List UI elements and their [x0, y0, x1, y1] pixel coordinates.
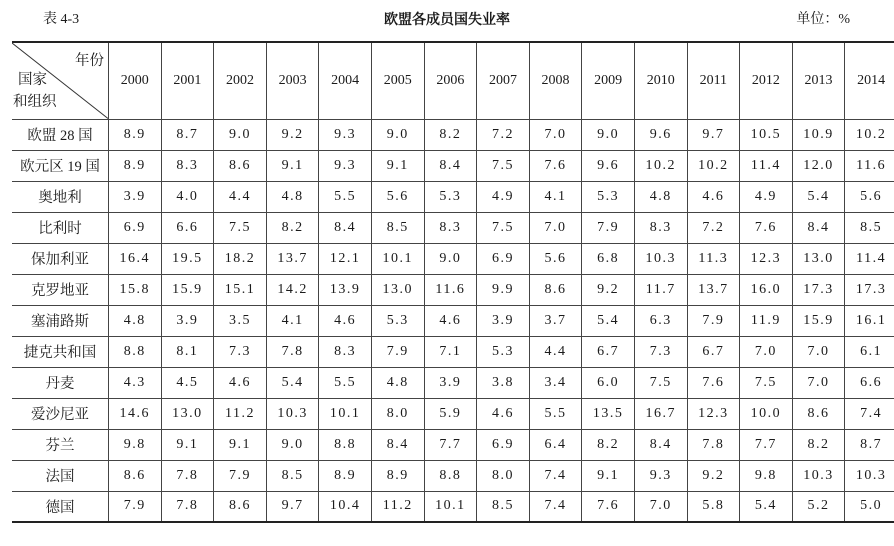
rate-cell: 4.8: [634, 181, 687, 212]
table-row: [12, 305, 894, 336]
rate-cell: 4.5: [161, 367, 214, 398]
rate-cell: 10.4: [319, 491, 372, 522]
table-row: [12, 274, 894, 305]
rate-cell: 3.9: [161, 305, 214, 336]
rate-cell: 7.5: [477, 212, 530, 243]
rate-cell: 7.8: [266, 336, 319, 367]
rate-cell: 8.8: [319, 429, 372, 460]
table-title: 欧盟各成员国失业率: [384, 12, 510, 28]
rate-cell: 7.5: [214, 212, 267, 243]
rate-cell: 12.3: [687, 398, 740, 429]
table-row: [12, 212, 894, 243]
rate-cell: 6.6: [845, 367, 894, 398]
rate-cell: 4.4: [214, 181, 267, 212]
table-row: [12, 367, 894, 398]
rate-cell: 8.3: [319, 336, 372, 367]
rate-cell: 9.0: [582, 119, 635, 150]
rate-cell: 8.5: [845, 212, 894, 243]
row-label: 法国: [12, 460, 109, 491]
rate-cell: 3.9: [109, 181, 162, 212]
rate-cell: 9.8: [109, 429, 162, 460]
rate-cell: 5.2: [792, 491, 845, 522]
row-label: 奥地利: [12, 181, 109, 212]
rate-cell: 10.1: [371, 243, 424, 274]
rate-cell: 7.8: [687, 429, 740, 460]
rate-cell: 8.0: [371, 398, 424, 429]
rate-cell: 5.6: [845, 181, 894, 212]
rate-cell: 13.0: [792, 243, 845, 274]
rate-cell: 15.9: [792, 305, 845, 336]
rate-cell: 8.5: [371, 212, 424, 243]
rate-cell: 8.2: [792, 429, 845, 460]
rate-cell: 7.2: [477, 119, 530, 150]
rate-cell: 8.3: [634, 212, 687, 243]
rate-cell: 5.3: [371, 305, 424, 336]
rate-cell: 12.3: [740, 243, 793, 274]
row-label: 爱沙尼亚: [12, 398, 109, 429]
rate-cell: 7.4: [529, 460, 582, 491]
rate-cell: 9.1: [266, 150, 319, 181]
rate-cell: 4.8: [371, 367, 424, 398]
rate-cell: 8.7: [161, 119, 214, 150]
row-axis-label-line: 和组织: [13, 93, 57, 110]
year-header: 2013: [792, 42, 845, 119]
year-header: 2005: [371, 42, 424, 119]
corner-header-cell: [12, 42, 109, 119]
rate-cell: 5.4: [266, 367, 319, 398]
rate-cell: 4.9: [477, 181, 530, 212]
rate-cell: 10.2: [634, 150, 687, 181]
table-row: [12, 491, 894, 522]
rate-cell: 9.3: [319, 119, 372, 150]
rate-cell: 7.9: [582, 212, 635, 243]
rate-cell: 15.8: [109, 274, 162, 305]
rate-cell: 5.3: [477, 336, 530, 367]
year-header: 2012: [740, 42, 793, 119]
rate-cell: 5.6: [529, 243, 582, 274]
rate-cell: 4.6: [214, 367, 267, 398]
table-row: [12, 398, 894, 429]
rate-cell: 8.4: [424, 150, 477, 181]
rate-cell: 8.8: [109, 336, 162, 367]
rate-cell: 11.7: [634, 274, 687, 305]
row-label: 塞浦路斯: [12, 305, 109, 336]
rate-cell: 7.3: [634, 336, 687, 367]
rate-cell: 7.9: [109, 491, 162, 522]
rate-cell: 6.8: [582, 243, 635, 274]
rate-cell: 4.4: [529, 336, 582, 367]
rate-cell: 11.6: [424, 274, 477, 305]
rate-cell: 8.9: [109, 119, 162, 150]
rate-cell: 9.1: [371, 150, 424, 181]
table-row: [12, 243, 894, 274]
rate-cell: 7.1: [424, 336, 477, 367]
year-header: 2003: [266, 42, 319, 119]
rate-cell: 5.4: [582, 305, 635, 336]
year-header: 2010: [634, 42, 687, 119]
table-row: [12, 460, 894, 491]
rate-cell: 6.6: [161, 212, 214, 243]
rate-cell: 14.6: [109, 398, 162, 429]
year-header: 2014: [845, 42, 894, 119]
row-axis-label-line: 国家: [18, 71, 47, 88]
table-row: [12, 150, 894, 181]
rate-cell: 8.6: [109, 460, 162, 491]
rate-cell: 14.2: [266, 274, 319, 305]
rate-cell: 8.8: [424, 460, 477, 491]
rate-cell: 8.4: [792, 212, 845, 243]
row-label: 捷克共和国: [12, 336, 109, 367]
rate-cell: 7.0: [634, 491, 687, 522]
rate-cell: 7.0: [529, 119, 582, 150]
rate-cell: 13.0: [371, 274, 424, 305]
header-row: [12, 42, 894, 119]
rate-cell: 7.6: [740, 212, 793, 243]
rate-cell: 7.9: [214, 460, 267, 491]
year-header: 2000: [109, 42, 162, 119]
rate-cell: 3.9: [424, 367, 477, 398]
rate-cell: 9.8: [740, 460, 793, 491]
rate-cell: 4.6: [687, 181, 740, 212]
rate-cell: 9.2: [687, 460, 740, 491]
rate-cell: 4.1: [529, 181, 582, 212]
year-header: 2001: [161, 42, 214, 119]
rate-cell: 10.3: [634, 243, 687, 274]
rate-cell: 7.9: [687, 305, 740, 336]
rate-cell: 13.7: [266, 243, 319, 274]
rate-cell: 8.6: [214, 491, 267, 522]
rate-cell: 4.6: [477, 398, 530, 429]
rate-cell: 19.5: [161, 243, 214, 274]
rate-cell: 5.9: [424, 398, 477, 429]
rate-cell: 9.1: [214, 429, 267, 460]
rate-cell: 17.3: [845, 274, 894, 305]
rate-cell: 10.3: [792, 460, 845, 491]
rate-cell: 4.0: [161, 181, 214, 212]
unemployment-table: [12, 41, 894, 523]
rate-cell: 11.3: [687, 243, 740, 274]
rate-cell: 9.7: [266, 491, 319, 522]
rate-cell: 4.9: [740, 181, 793, 212]
rate-cell: 4.3: [109, 367, 162, 398]
rate-cell: 6.4: [529, 429, 582, 460]
rate-cell: 13.5: [582, 398, 635, 429]
rate-cell: 9.6: [582, 150, 635, 181]
rate-cell: 7.6: [582, 491, 635, 522]
rate-cell: 8.3: [424, 212, 477, 243]
rate-cell: 9.3: [319, 150, 372, 181]
rate-cell: 6.9: [477, 243, 530, 274]
rate-cell: 8.4: [371, 429, 424, 460]
row-label: 比利时: [12, 212, 109, 243]
row-label: 丹麦: [12, 367, 109, 398]
rate-cell: 6.7: [582, 336, 635, 367]
rate-cell: 3.8: [477, 367, 530, 398]
rate-cell: 3.7: [529, 305, 582, 336]
rate-cell: 5.4: [792, 181, 845, 212]
rate-cell: 7.5: [477, 150, 530, 181]
rate-cell: 10.5: [740, 119, 793, 150]
rate-cell: 9.1: [582, 460, 635, 491]
rate-cell: 7.4: [529, 491, 582, 522]
rate-cell: 17.3: [792, 274, 845, 305]
rate-cell: 4.8: [266, 181, 319, 212]
rate-cell: 7.2: [687, 212, 740, 243]
rate-cell: 9.1: [161, 429, 214, 460]
rate-cell: 7.4: [845, 398, 894, 429]
row-label: 克罗地亚: [12, 274, 109, 305]
row-label: 德国: [12, 491, 109, 522]
rate-cell: 7.6: [687, 367, 740, 398]
rate-cell: 16.4: [109, 243, 162, 274]
rate-cell: 7.0: [792, 336, 845, 367]
row-label: 芬兰: [12, 429, 109, 460]
row-label: 欧盟 28 国: [12, 119, 109, 150]
rate-cell: 15.9: [161, 274, 214, 305]
rate-cell: 6.7: [687, 336, 740, 367]
rate-cell: 9.0: [214, 119, 267, 150]
rate-cell: 8.4: [634, 429, 687, 460]
year-header: 2011: [687, 42, 740, 119]
year-header: 2002: [214, 42, 267, 119]
rate-cell: 3.9: [477, 305, 530, 336]
year-header: 2009: [582, 42, 635, 119]
rate-cell: 11.4: [845, 243, 894, 274]
rate-cell: 7.5: [634, 367, 687, 398]
rate-cell: 7.8: [161, 491, 214, 522]
rate-cell: 5.0: [845, 491, 894, 522]
rate-cell: 9.2: [266, 119, 319, 150]
rate-cell: 8.2: [424, 119, 477, 150]
rate-cell: 7.0: [792, 367, 845, 398]
rate-cell: 18.2: [214, 243, 267, 274]
table-number: 表 4-3: [43, 12, 80, 27]
rate-cell: 6.0: [582, 367, 635, 398]
rate-cell: 7.8: [161, 460, 214, 491]
rate-cell: 6.1: [845, 336, 894, 367]
rate-cell: 16.0: [740, 274, 793, 305]
rate-cell: 8.6: [529, 274, 582, 305]
rate-cell: 5.6: [371, 181, 424, 212]
rate-cell: 6.9: [109, 212, 162, 243]
rate-cell: 9.3: [634, 460, 687, 491]
rate-cell: 6.3: [634, 305, 687, 336]
rate-cell: 10.9: [792, 119, 845, 150]
rate-cell: 9.7: [687, 119, 740, 150]
row-label: 保加利亚: [12, 243, 109, 274]
rate-cell: 10.2: [845, 119, 894, 150]
table-row: [12, 336, 894, 367]
rate-cell: 6.9: [477, 429, 530, 460]
rate-cell: 10.3: [266, 398, 319, 429]
rate-cell: 8.0: [477, 460, 530, 491]
rate-cell: 7.7: [740, 429, 793, 460]
rate-cell: 8.6: [214, 150, 267, 181]
rate-cell: 13.0: [161, 398, 214, 429]
rate-cell: 4.6: [424, 305, 477, 336]
rate-cell: 4.1: [266, 305, 319, 336]
rate-cell: 16.1: [845, 305, 894, 336]
rate-cell: 12.1: [319, 243, 372, 274]
rate-cell: 11.2: [371, 491, 424, 522]
table-head: [12, 42, 894, 119]
rate-cell: 13.9: [319, 274, 372, 305]
rate-cell: 7.9: [371, 336, 424, 367]
rate-cell: 5.5: [529, 398, 582, 429]
table-body: [12, 119, 894, 522]
table-row: [12, 119, 894, 150]
rate-cell: 8.5: [266, 460, 319, 491]
rate-cell: 9.0: [266, 429, 319, 460]
rate-cell: 15.1: [214, 274, 267, 305]
rate-cell: 7.5: [740, 367, 793, 398]
rate-cell: 8.2: [582, 429, 635, 460]
rate-cell: 8.9: [319, 460, 372, 491]
rate-cell: 8.5: [477, 491, 530, 522]
rate-cell: 5.3: [582, 181, 635, 212]
rate-cell: 7.0: [740, 336, 793, 367]
year-header: 2007: [477, 42, 530, 119]
rate-cell: 5.4: [740, 491, 793, 522]
rate-cell: 5.3: [424, 181, 477, 212]
rate-cell: 4.6: [319, 305, 372, 336]
rate-cell: 7.0: [529, 212, 582, 243]
rate-cell: 11.2: [214, 398, 267, 429]
rate-cell: 8.3: [161, 150, 214, 181]
rate-cell: 9.2: [582, 274, 635, 305]
row-label: 欧元区 19 国: [12, 150, 109, 181]
rate-cell: 8.4: [319, 212, 372, 243]
rate-cell: 16.7: [634, 398, 687, 429]
rate-cell: 5.5: [319, 181, 372, 212]
row-axis-label: [13, 69, 57, 113]
rate-cell: 10.1: [424, 491, 477, 522]
rate-cell: 3.5: [214, 305, 267, 336]
rate-cell: 8.6: [792, 398, 845, 429]
rate-cell: 4.8: [109, 305, 162, 336]
column-axis-label: 年份: [75, 53, 104, 69]
rate-cell: 5.8: [687, 491, 740, 522]
year-header: 2008: [529, 42, 582, 119]
rate-cell: 8.1: [161, 336, 214, 367]
rate-cell: 9.6: [634, 119, 687, 150]
rate-cell: 5.5: [319, 367, 372, 398]
rate-cell: 11.9: [740, 305, 793, 336]
rate-cell: 10.2: [687, 150, 740, 181]
year-header: 2006: [424, 42, 477, 119]
table-row: [12, 429, 894, 460]
unit-label: 单位：%: [796, 12, 850, 27]
rate-cell: 3.4: [529, 367, 582, 398]
rate-cell: 10.0: [740, 398, 793, 429]
table-row: [12, 181, 894, 212]
rate-cell: 7.7: [424, 429, 477, 460]
rate-cell: 9.0: [424, 243, 477, 274]
rate-cell: 8.7: [845, 429, 894, 460]
rate-cell: 8.2: [266, 212, 319, 243]
rate-cell: 13.7: [687, 274, 740, 305]
rate-cell: 11.4: [740, 150, 793, 181]
rate-cell: 7.3: [214, 336, 267, 367]
rate-cell: 7.6: [529, 150, 582, 181]
rate-cell: 9.9: [477, 274, 530, 305]
rate-cell: 8.9: [371, 460, 424, 491]
rate-cell: 9.0: [371, 119, 424, 150]
rate-cell: 10.1: [319, 398, 372, 429]
year-header: 2004: [319, 42, 372, 119]
rate-cell: 11.6: [845, 150, 894, 181]
rate-cell: 10.3: [845, 460, 894, 491]
rate-cell: 12.0: [792, 150, 845, 181]
rate-cell: 8.9: [109, 150, 162, 181]
